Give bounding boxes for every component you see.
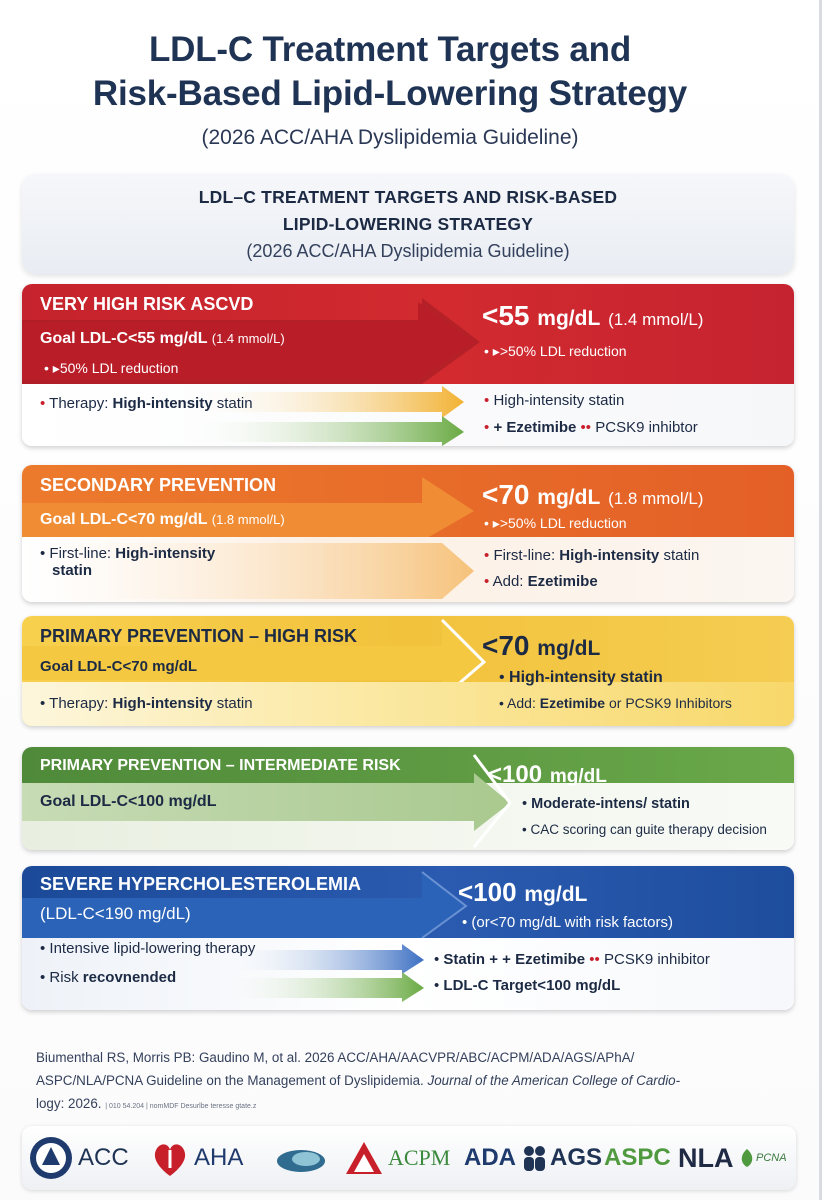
- acc-logo: ACC: [28, 1126, 129, 1190]
- section-severe-hypercholesterolemia: [22, 866, 794, 1010]
- arrow-icon: [22, 384, 482, 446]
- right-bullet: • Add: Ezetimibe or PCSK9 Inhibitors: [499, 695, 732, 711]
- section-title: PRIMARY PREVENTION – HIGH RISK: [40, 626, 358, 646]
- nla-logo: NLA: [678, 1142, 734, 1173]
- section-secondary-prevention: [22, 465, 794, 602]
- target-value: <55 mg/dL (1.4 mmol/L): [482, 300, 704, 331]
- page-subtitle: (2026 ACC/AHA Dyslipidemia Guideline): [201, 126, 579, 149]
- page-title: LDL-C Treatment Targets and Risk-Based Lipid-Lowering Strategy: [92, 30, 688, 113]
- target-subtext: • (or<70 mg/dL with risk factors): [462, 914, 674, 931]
- right-bullet: • Moderate-intens/ statin: [522, 796, 690, 812]
- citation: Biumenthal RS, Morris PB: Gaudino M, ot al. 2026 ACC/AHA/AACVPR/ABC/ACPM/ADA/AGS/APhA/ ASPC/NLA/PCNA Guideline on the Management of Dyslipidemia. Journal of the American College of Cardio- logy: 2026. | 010 54.204 | nomMDF Desurlbe teresse gtate.z: [36, 1050, 681, 1111]
- ags-logo: AGS: [520, 1126, 602, 1190]
- aha-logo: AHA: [150, 1126, 243, 1190]
- section-primary-high-risk: [22, 616, 794, 726]
- goal-text: Goal LDL-C<100 mg/dL: [40, 793, 217, 810]
- section-title: PRIMARY PREVENTION – INTERMEDIATE RISK: [40, 757, 401, 774]
- aacvpr-logo: [274, 1126, 328, 1190]
- header-line-1: LDL–C TREATMENT TARGETS AND RISK-BASED: [198, 187, 618, 207]
- target-value: <100 mg/dL: [458, 877, 588, 907]
- right-bullet: • LDL-C Target<100 mg/dL: [434, 977, 621, 994]
- heart-torch-icon: [150, 1136, 190, 1180]
- left-bullet: • Intensive lipid-lowering therapy: [40, 940, 256, 957]
- goal-subtext: • ▸50% LDL reduction: [44, 360, 179, 376]
- left-bullet: • Therapy: High-intensity statin: [40, 395, 253, 412]
- goal-text: Goal LDL-C<55 mg/dL (1.4 mmol/L): [40, 330, 285, 347]
- swoosh-icon: [274, 1141, 328, 1175]
- target-value: <70 mg/dL (1.8 mmol/L): [482, 479, 704, 510]
- target-value: <100 mg/dL: [488, 761, 607, 788]
- target-subtext: • ▸>50% LDL reduction: [484, 343, 627, 359]
- left-bullet: • Risk recovnended: [40, 969, 177, 986]
- right-bullet: • High-intensity statin: [499, 669, 663, 686]
- pcna-logo: PCNA: [738, 1126, 787, 1190]
- target-subtext: • ▸>50% LDL reduction: [484, 515, 627, 531]
- right-bullet: • High-intensity statin: [484, 392, 625, 409]
- acpm-logo: ACPM: [344, 1126, 450, 1190]
- right-bullet: • Add: Ezetimibe: [484, 573, 598, 590]
- header-box: [22, 174, 794, 274]
- section-title: VERY HIGH RISK ASCVD: [40, 294, 254, 314]
- section-primary-intermediate-risk: [22, 747, 794, 850]
- section-very-high-risk: [22, 284, 794, 446]
- goal-text: (LDL-C<190 mg/dL): [40, 904, 191, 923]
- right-bullet: • + Ezetimibe •• PCSK9 inhibtor: [484, 419, 698, 436]
- header-line-3: (2026 ACC/AHA Dyslipidemia Guideline): [246, 241, 570, 261]
- target-value: <70 mg/dL: [482, 630, 601, 661]
- section-title: SECONDARY PREVENTION: [40, 475, 277, 495]
- acc-seal-icon: [28, 1135, 74, 1181]
- logo-strip: [22, 1126, 796, 1190]
- right-bullet: • CAC scoring can guite therapy decision: [522, 822, 767, 837]
- goal-text: Goal LDL-C<70 mg/dL: [40, 658, 198, 675]
- left-bullet: • First-line: High-intensity statin: [40, 545, 216, 579]
- aspc-logo: ASPC: [604, 1144, 671, 1171]
- left-bullet: • Therapy: High-intensity statin: [40, 695, 253, 712]
- people-icon: [520, 1143, 548, 1173]
- goal-text: Goal LDL-C<70 mg/dL (1.8 mmol/L): [40, 511, 285, 528]
- section-title: SEVERE HYPERCHOLESTEROLEMIA: [40, 874, 362, 894]
- leaf-icon: [738, 1147, 756, 1169]
- right-bullet: • First-line: High-intensity statin: [484, 547, 700, 564]
- triangle-logo-icon: [344, 1138, 384, 1178]
- header-line-2: LIPID-LOWERING STRATEGY: [282, 214, 534, 234]
- right-bullet: • Statin + + Ezetimibe •• PCSK9 inhibitor: [434, 951, 710, 968]
- ada-logo: ADA: [464, 1144, 516, 1171]
